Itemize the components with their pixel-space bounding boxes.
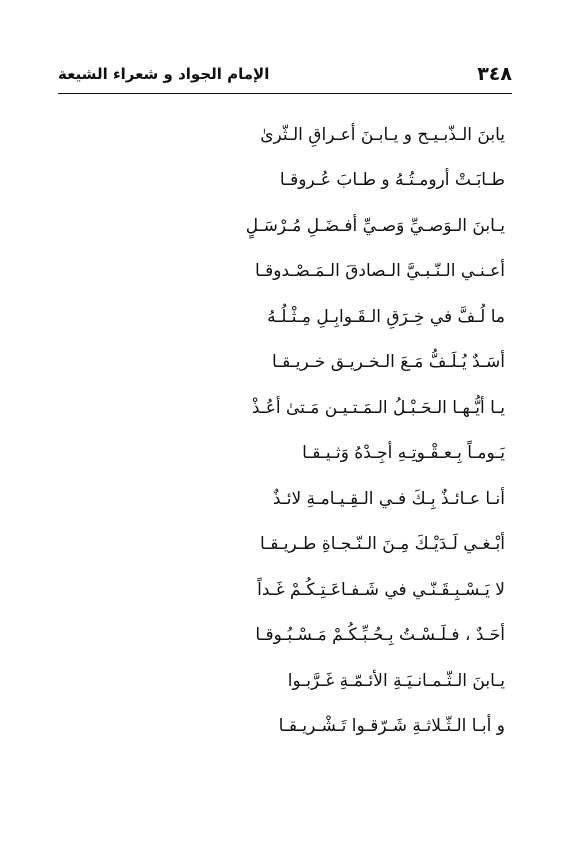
verse-line: أعـنـي الـنّـبـيَّ الـصادقَ الـمَـصْـدوقـا [254,261,505,282]
verse-line: يـابنَ الـثّـمـانـيَـةِ الأئـمّـةِ غَـرَّبـوا [287,670,505,691]
verse-line: يابنَ الـذّبـيـح و يـابـنَ أعـراقِ الـثّرىٰ [260,124,505,145]
verse-line: يَـومـاً بِـعـقْـوتِـهِ أجِـدْهُ وَثـيـقـا [302,443,505,464]
verse-line: يـا أيُّـهـا الـحَـبْـلُ الـمَـتـيـن مَـتىٰ أعُـذْ [251,397,505,418]
verse-line: و أبـا الـثّـلاثـةِ شَـرّقـوا تَـشْـريـقـا [278,716,505,737]
verse-line: أبْـغـي لَـدَيْـكَ مِـنَ الـنّـجـاةِ طـريـقـا [260,534,505,555]
poem [58,112,505,749]
verse-line: أحَـدٌ ، فـلَـسْـتُ بِـحُـبِّـكُـمْ مَـسْـبُـوقـا [255,625,505,646]
verse-line: لا يَـسْـبِـقَـنّـي في شَـفـاعَـتِـكُـمْ غَـداً [257,579,505,600]
page-number: ٣٤٨ [477,63,512,85]
running-title: الإمام الجواد و شعراء الشيعة [58,65,270,83]
verse-line: أسَـدٌ يُـلَـفُّ مَـعَ الـخـريـق خـريـقـا [272,352,505,373]
page-header [58,62,512,90]
verse-line: طـابَـتْ أرومـتُـهُ و طـابَ عُـروقـا [279,170,505,191]
header-rule [58,93,512,94]
verse-line: أنـا عـائـذٌ بِـكَ فـي الـقِـيـامـةِ لائـذٌ [272,488,505,509]
verse-line: ما لُـفَّ في خِـرَقِ الـقَـوابِـلِ مِـثْـلُـهُ [267,306,505,327]
verse-line: يـابنَ الـوَصـيِّ وَصـيِّ أفـضَـلِ مُـرْسَـلٍ [245,215,505,236]
